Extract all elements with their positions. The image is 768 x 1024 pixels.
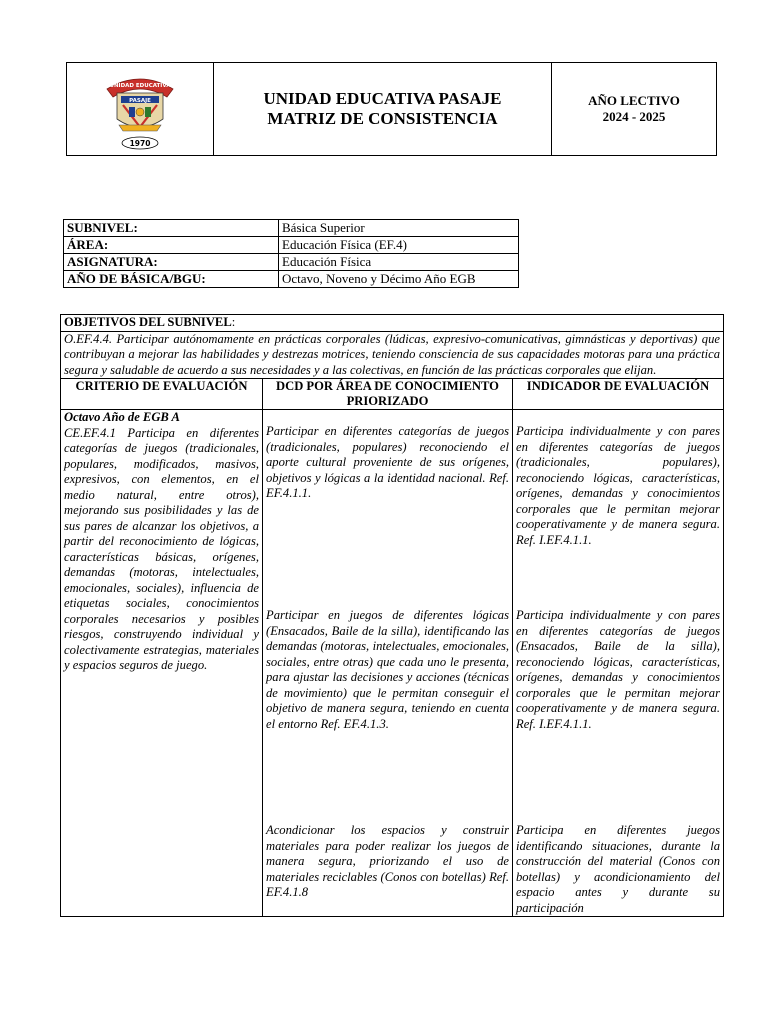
school-year — [552, 63, 717, 156]
school-crest-icon — [103, 67, 177, 151]
svg-text:PASAJE: PASAJE — [129, 98, 151, 104]
criterio-cell — [61, 410, 263, 917]
info-value: Básica Superior — [279, 220, 519, 237]
dcd-cell — [263, 410, 513, 917]
document-title — [214, 63, 552, 156]
info-table — [63, 219, 519, 288]
matrix-title: MATRIZ DE CONSISTENCIA — [267, 109, 498, 128]
info-row — [64, 271, 519, 288]
school-name: UNIDAD EDUCATIVA PASAJE — [263, 89, 502, 108]
svg-text:1970: 1970 — [129, 139, 151, 148]
info-key: SUBNIVEL: — [64, 220, 279, 237]
info-row — [64, 237, 519, 254]
info-value: Educación Física (EF.4) — [279, 237, 519, 254]
info-key: ÁREA: — [64, 237, 279, 254]
indicador-item: Participa individualmente y con pares en diferentes categorías de juegos (tradicionales, populares), reconociendo lógicas, características, orígenes, demandas y conocimientos corporales que le permitan mejorar cooperativamente y de manera segura. Ref. I.EF.4.1.1. — [516, 424, 720, 547]
consistency-matrix — [60, 314, 724, 917]
school-year-value: 2024 - 2025 — [602, 109, 666, 124]
column-header-dcd: DCD POR ÁREA DE CONOCIMIENTO PRIORIZADO — [263, 379, 513, 410]
info-key: ASIGNATURA: — [64, 254, 279, 271]
objectives-text: O.EF.4.4. Participar autónomamente en prácticas corporales (lúdicas, expresivo-comunicativas, gimnásticas y deportivas) que contribuyan a mejorar las habilidades y destrezas motrices, teniendo consciencia de sus capacidades motoras para una práctica segura y saludable de acuerdo a sus necesidades y a las colectivas, en función de las prácticas corporales que elijan. — [61, 331, 724, 379]
info-key: AÑO DE BÁSICA/BGU: — [64, 271, 279, 288]
indicador-cell — [513, 410, 724, 917]
indicador-item: Participa individualmente y con pares en diferentes categorías de juegos (Ensacados, Baile de la silla), reconociendo lógicas, características, orígenes, demandas y conocimientos corporales que le permitan mejorar cooperativamente y de manera segura. Ref. I.EF.4.1.1. — [516, 608, 720, 731]
indicador-item: Participa en diferentes juegos identificando situaciones, durante la construcción del material (Conos con botellas) y acondicionamiento del espacio antes y durante su participación — [516, 823, 720, 915]
info-row — [64, 254, 519, 271]
svg-text:UNIDAD EDUCATIVA: UNIDAD EDUCATIVA — [109, 83, 171, 89]
info-value: Educación Física — [279, 254, 519, 271]
column-header-criterio: CRITERIO DE EVALUACIÓN — [61, 379, 263, 410]
logo-cell — [67, 63, 214, 156]
header-table — [66, 62, 717, 156]
info-row — [64, 220, 519, 237]
column-header-indicador: INDICADOR DE EVALUACIÓN — [513, 379, 724, 410]
info-value: Octavo, Noveno y Décimo Año EGB — [279, 271, 519, 288]
dcd-item: Participar en juegos de diferentes lógicas (Ensacados, Baile de la silla), identificando las demandas (motoras, intelectuales, emocionales, sociales, entre otras) que cada uno le presenta, para ajustar las decisiones y acciones (técnicas de movimiento) que le permitan conseguir el objetivo de manera segura, teniendo en cuenta el entorno Ref. EF.4.1.3. — [266, 608, 509, 731]
dcd-item: Participar en diferentes categorías de juegos (tradicionales, populares) reconociendo el aporte cultural proveniente de sus orígenes, objetivos y lógicas a la identidad nacional. Ref. EF.4.1.1. — [266, 424, 509, 500]
objectives-colon: : — [231, 315, 236, 329]
dcd-item: Acondicionar los espacios y construir materiales para poder realizar los juegos de manera segura, priorizando el uso de materiales reciclables (Conos con botellas) Ref. EF.4.1.8 — [266, 823, 509, 899]
criterio-text: CE.EF.4.1 Participa en diferentes categorías de juegos (tradicionales, populares, modificados, masivos, expresivos, con elementos, en el medio natural, entre otros), mejorando sus posibilidades y las de sus pares de alcanzar los objetivos, a partir del reconocimiento de lógicas, características básicas, orígenes, demandas (motoras, intelectuales, emocionales, sociales), influencia de etiquetas sociales, conocimientos corporales necesarios y posibles riesgos, construyendo individual y colectivamente estrategias, materiales y espacios seguros de juego. — [64, 425, 259, 672]
grade-title: Octavo Año de EGB A — [64, 410, 180, 424]
objectives-title-cell — [61, 315, 724, 332]
school-year-label: AÑO LECTIVO — [588, 93, 680, 108]
objectives-title: OBJETIVOS DEL SUBNIVEL — [64, 315, 232, 329]
